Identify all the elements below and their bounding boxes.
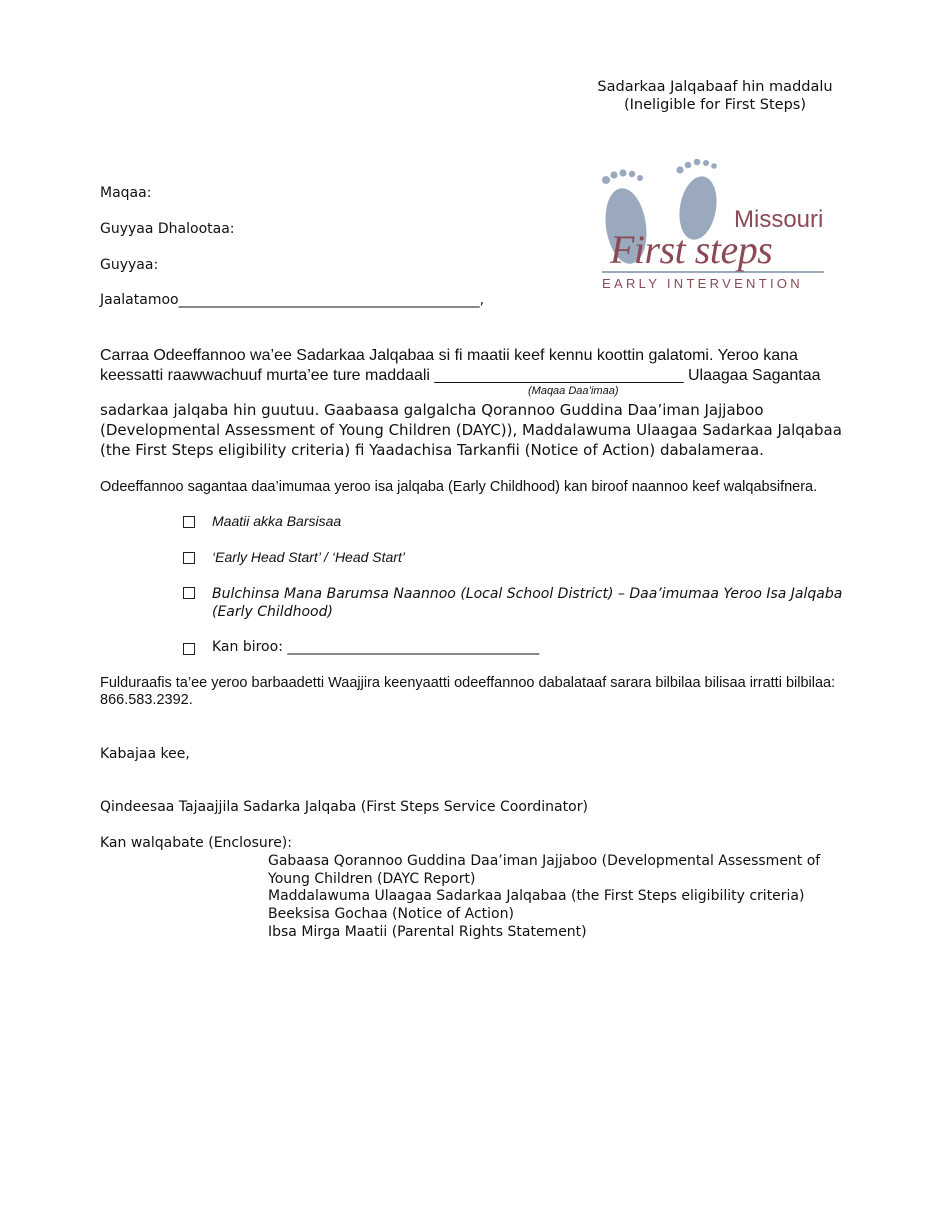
option-checkbox[interactable] [183, 587, 195, 599]
contact-paragraph: Fulduraafis ta’ee yeroo barbaadetti Waajjira keenyaatti odeeffannoo dabalataaf sarara bilbilaa bilisaa irratti bilbilaa: 866.583.2392. [100, 675, 836, 708]
intro-line-1: Carraa Odeeffannoo wa’ee Sadarkaa Jalqabaa si fi maatii keef kennu koottin galatomi. Yeroo kana [100, 347, 798, 364]
address-field: Guyyaa: [100, 257, 159, 273]
logo-missouri: Missouri [734, 206, 824, 233]
document-header [560, 78, 870, 114]
option-label: ‘Early Head Start’ / ‘Head Start’ [212, 549, 405, 565]
salutation-field: Jaalatamoo___________________________________________, [100, 292, 485, 308]
parent-name-field: Guyyaa Dhalootaa: [100, 221, 235, 237]
option-checkbox[interactable] [183, 516, 195, 528]
intro-rest: sadarkaa jalqaba hin guutuu. Gaabaasa galgalcha Qorannoo Guddina Daa’iman Jajjaboo (Developmental Assessment of Young Children (DAYC)), Maddalawuma Ulaagaa Sadarkaa Jalqabaa (the First Steps eligibility criteria) fi Yaadachisa Tarkanfii (Notice of Action) dabalameraa. [100, 401, 842, 459]
logo-tagline: EARLY INTERVENTION [602, 276, 803, 291]
enclosure-item: Ibsa Mirga Maatii (Parental Rights Statement) [268, 924, 587, 940]
option-checkbox[interactable] [183, 552, 195, 564]
intro-line-2: keessatti raawwachuuf murta’ee ture maddaali ____________________________ Ulaagaa Sagantaa [100, 367, 821, 384]
missouri-first-steps-logo [598, 156, 828, 296]
enclosure-item: Gabaasa Qorannoo Guddina Daa’iman Jajjaboo (Developmental Assessment of Young Children (DAYC Report) [268, 853, 821, 887]
logo-first-steps: First steps [610, 227, 773, 272]
option-label: Bulchinsa Mana Barumsa Naannoo (Local School District) – Daa’imumaa Yeroo Isa Jalqaba (Early Childhood) [212, 586, 843, 620]
date-field: Maqaa: [100, 185, 152, 201]
closing: Kabajaa kee, [100, 746, 190, 762]
enclosure-item: Beeksisa Gochaa (Notice of Action) [268, 906, 514, 922]
enclosure-item: Maddalawuma Ulaagaa Sadarkaa Jalqabaa (the First Steps eligibility criteria) [268, 888, 805, 904]
option-label: Kan biroo: ____________________________________ [212, 639, 540, 655]
enclosure-label: Kan walqabate (Enclosure): [100, 835, 292, 851]
option-label: Maatii akka Barsisaa [212, 513, 342, 529]
document-title: Sadarkaa Jalqabaaf hin maddalu [597, 79, 833, 95]
referral-intro: Odeeffannoo sagantaa daa’imumaa yeroo isa jalqaba (Early Childhood) kan biroof naannoo keef walqabsifnera. [100, 479, 818, 495]
signature-line: Qindeesaa Tajaajjila Sadarka Jalqaba (First Steps Service Coordinator) [100, 799, 588, 815]
document-subtitle: (Ineligible for First Steps) [624, 97, 806, 113]
option-checkbox[interactable] [183, 643, 195, 655]
child-name-hint: (Maqaa Daa’imaa) [528, 385, 619, 397]
